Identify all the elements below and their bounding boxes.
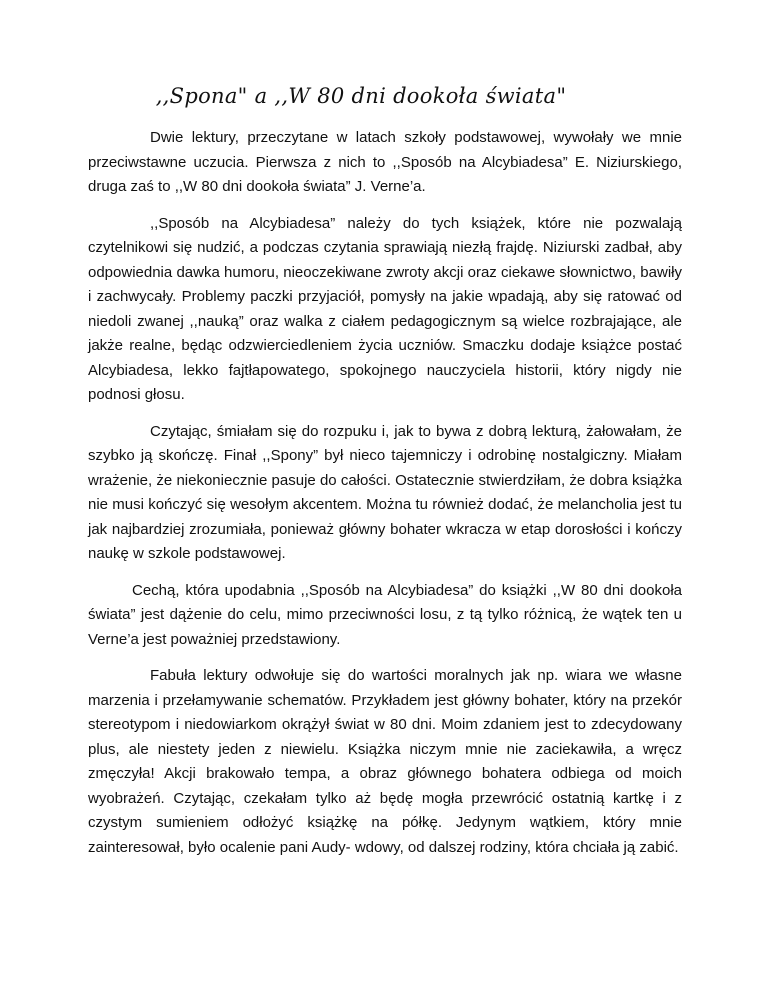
paragraph: ,,Sposób na Alcybiadesa” należy do tych książek, które nie pozwalają czytelnikowi się nudzić, a podczas czytania sprawiają niezłą frajdę. Niziurski zadbał, aby odpowiednia dawka humoru, nieoczekiwane zwroty akcji oraz ciekawe słownictwo, bawiły i zachwycały. Problemy paczki przyjaciół, pomysły na jakie wpadają, aby się ratować od niedoli zwanej ,,nauką” oraz walka z ciałem pedagogicznym są wielce rozbrajające, ale jakże realne, będąc odzwierciedleniem życia uczniów. Smaczku dodaje książce postać Alcybiadesa, lekko fajtłapowatego, spokojnego nauczyciela historii, który nigdy nie podnosi głosu.: [88, 214, 682, 403]
paragraph: Fabuła lektury odwołuje się do wartości moralnych jak np. wiara we własne marzenia i przełamywanie schematów. Przykładem jest główny bohater, który na przekór stereotypom i niedowiarkom okrążył świat w 80 dni. Moim zdaniem jest to zdecydowany plus, ale niestety jeden z niewielu. Książka niczym mnie nie zaciekawiła, a wręcz zmęczyła! Akcji brakowało tempa, a obraz głównego bohatera odbiega od moich wyobrażeń. Czytając, czekałam tylko aż będę mogła przewrócić ostatnią kartkę i z czystym sumieniem odłożyć książkę na półkę. Jedynym wątkiem, który mnie zainteresował, było ocalenie pani Audy- wdowy, od dalszej rodziny, która chciała ją zabić.: [88, 667, 682, 856]
page-title-text: ,,Spona" a ,,W 80 dni dookoła świata": [155, 84, 567, 108]
page-title: [0, 84, 768, 108]
paragraph: Cechą, która upodabnia ,,Sposób na Alcybiadesa” do książki ,,W 80 dni dookoła świata” jest dążenie do celu, mimo przeciwności losu, z tą tylko różnicą, że wątek ten u Verne’a jest poważniej przedstawiony.: [88, 581, 682, 648]
paragraph: Czytając, śmiałam się do rozpuku i, jak to bywa z dobrą lekturą, żałowałam, że szybko ją skończę. Finał ,,Spony” był nieco tajemniczy i odrobinę nostalgiczny. Miałam wrażenie, że niekoniecznie pasuje do całości. Ostatecznie stwierdziłam, że dobra książka nie musi kończyć się wesołym akcentem. Można tu również dodać, że melancholia jest tu jak najbardziej zrozumiała, ponieważ główny bohater wkracza w etap dorosłości i kończy naukę w szkole podstawowej.: [88, 422, 682, 562]
paragraph: Dwie lektury, przeczytane w latach szkoły podstawowej, wywołały we mnie przeciwstawne uczucia. Pierwsza z nich to ,,Sposób na Alcybiadesa” E. Niziurskiego, druga zaś to ,,W 80 dni dookoła świata” J. Verne’a.: [88, 129, 682, 195]
document-body: [88, 126, 682, 872]
